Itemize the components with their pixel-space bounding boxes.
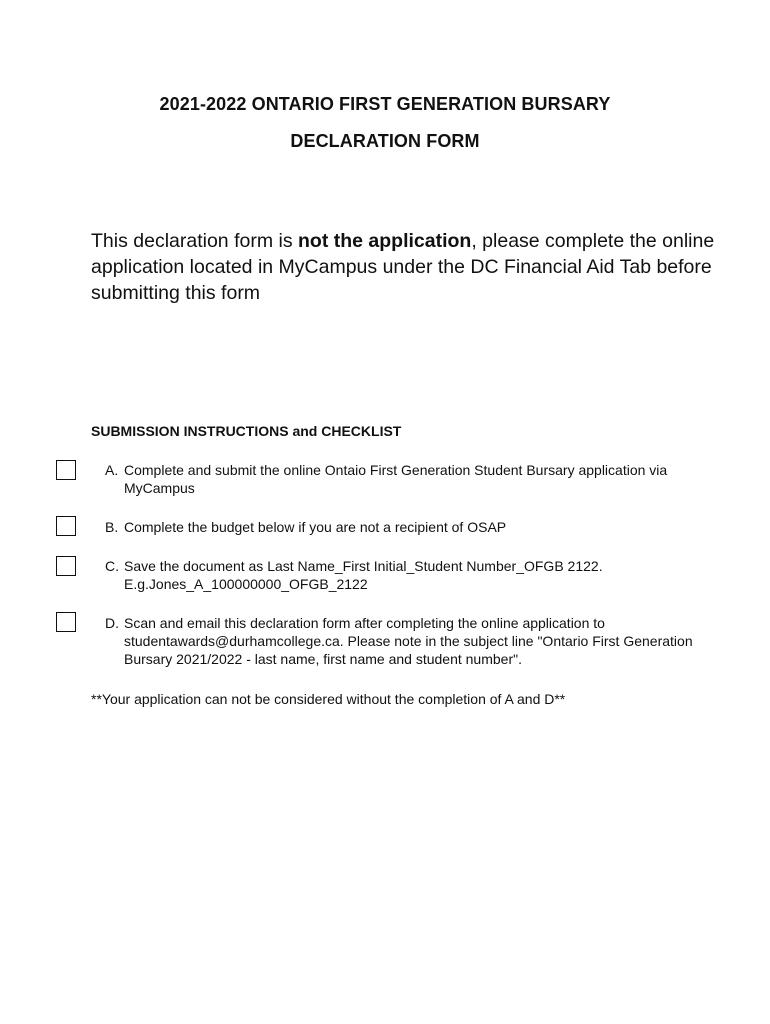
checkbox-b[interactable] — [56, 516, 76, 536]
checklist-text: Complete the budget below if you are not a recipient of OSAP — [124, 519, 507, 535]
intro-text-before: This declaration form is — [91, 230, 298, 252]
section-heading: SUBMISSION INSTRUCTIONS and CHECKLIST — [91, 423, 402, 439]
intro-text-bold: not the application — [298, 230, 472, 252]
checklist-text: Scan and email this declaration form after completing the online application to studentawards@durhamcollege.ca. Please note in the subject line "Ontario First Generation Bursary 2021/2022 - last name, first name and student number". — [124, 615, 693, 667]
footnote: **Your application can not be considered without the completion of A and D** — [91, 691, 566, 707]
checklist-letter: A. — [105, 462, 119, 478]
checkbox-a[interactable] — [56, 460, 76, 480]
checkbox-c[interactable] — [56, 556, 76, 576]
intro-paragraph — [91, 228, 731, 306]
checklist-letter: B. — [105, 519, 119, 535]
checklist-letter: D. — [105, 615, 119, 631]
checklist-item-d — [105, 614, 705, 668]
page-title-line-1: 2021-2022 ONTARIO FIRST GENERATION BURSARY — [159, 94, 611, 114]
intro-text-after: , please complete the online application located in MyCampus under the DC Financial Aid Tab before submitting this form — [91, 230, 715, 304]
checklist-text: Complete and submit the online Ontaio First Generation Student Bursary application via MyCampus — [124, 462, 668, 496]
checklist-item-b — [105, 518, 705, 536]
page-title-line-2: DECLARATION FORM — [290, 131, 480, 151]
checklist-text: Save the document as Last Name_First Initial_Student Number_OFGB 2122. E.g.Jones_A_100000000_OFGB_2122 — [124, 558, 603, 592]
checklist-item-c — [105, 557, 705, 593]
checklist-item-a — [105, 461, 705, 497]
checklist-letter: C. — [105, 558, 119, 574]
checkbox-d[interactable] — [56, 612, 76, 632]
